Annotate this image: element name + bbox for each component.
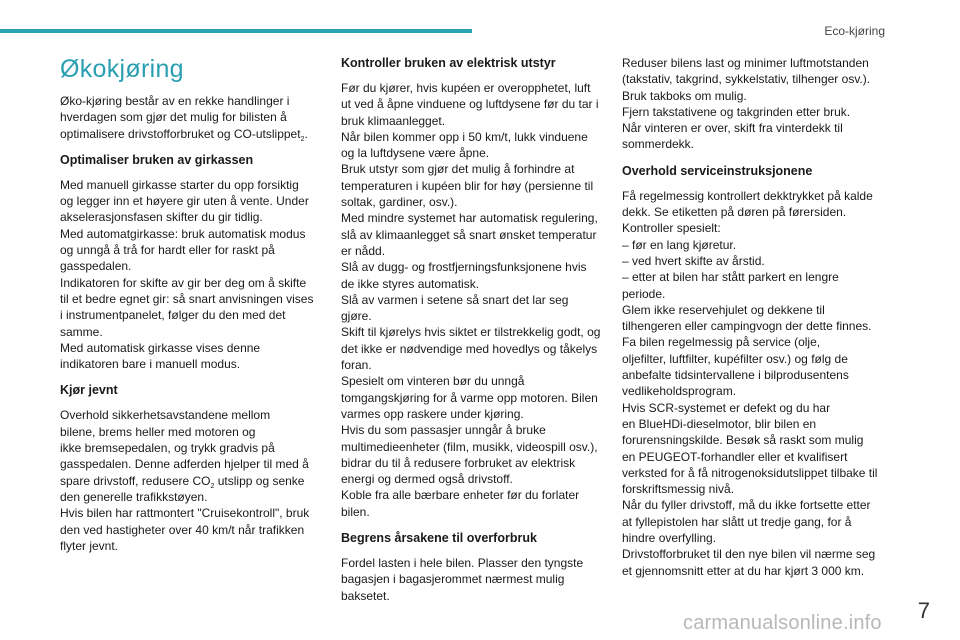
- header-accent-bar: [0, 29, 472, 33]
- section-header: Eco-kjøring: [824, 24, 885, 38]
- heading-electrical: Kontroller bruken av elektrisk utstyr: [341, 56, 556, 70]
- paragraph-electrical: Før du kjører, hvis kupéen er overopphetet, luft ut ved å åpne vinduene og luftdysene før du tar i bruk klimaanlegget. Når bilen kommer opp i 50 km/t, lukk vinduene og la luftdysene være åpne. Bruk utstyr som gjør det mulig å forhindre at temperaturen i kupéen blir for høy (persienne til soltak, gardiner, osv.). Med mindre systemet har automatisk regulering, slå av klimaanlegget så snart ønsket temperatur er nådd. Slå av dugg- og frostfjerningsfunksjonene hvis de ikke styres automatisk. Slå av varmen i setene så snart det lar seg gjøre. Skift til kjørelys hvis siktet er tilstrekkelig godt, og det ikke er nødvendige med hovedlys og tåkelys foran. Spesielt om vinteren bør du unngå tomgangskjøring for å varme opp motoren. Bilen varmes opp raskere under kjøring. Hvis du som passasjer unngår å bruke multimedieenheter (film, musikk, videospill osv.), bidrar du til å redusere forbruket av elektrisk energi og dermed også drivstoff. Koble fra alle bærbare enheter før du forlater bilen.: [341, 81, 601, 519]
- column-left: [60, 55, 322, 554]
- column-middle: [341, 55, 606, 604]
- subscript-2: 2: [210, 482, 215, 490]
- paragraph-gearbox: Med manuell girkasse starter du opp forsiktig og legger inn et høyere gir uten å vente. Under akselerasjonsfasen skifter du gir tidlig. Med automatgirkasse: bruk automatisk modus og unngå å trå for hardt eller for raskt på gasspedalen. Indikatoren for skifte av gir ber deg om å skifte til et bedre egnet gir: så snart anvisningen vises i instrumentpanelet, følger du den med det samme. Med automatisk girkasse vises denne indikatoren bare i manuell modus.: [60, 177, 314, 372]
- intro-text-end: .: [304, 126, 308, 141]
- paragraph-load: Reduser bilens last og minimer luftmotstanden (takstativ, takgrind, sykkelstativ, tilhenger osv.). Bruk takboks om mulig. Fjern takstativene og takgrinden etter bruk. Når vinteren er over, skift fra vinterdekk til sommerdekk.: [622, 56, 871, 152]
- column-right: [622, 55, 887, 579]
- heading-overconsumption: Begrens årsakene til overforbruk: [341, 531, 537, 546]
- watermark: carmanualsonline.info: [683, 612, 882, 634]
- paragraph-service: Få regelmessig kontrollert dekktrykket på kalde dekk. Se etiketten på døren på førersiden. Kontroller spesielt: – før en lang kjøretur. – ved hvert skifte av årstid. – etter at bilen har stått parkert en lengre periode. Glem ikke reservehjulet og dekkene til tilhengeren eller campingvogn der dette finnes. Fa bilen regelmessig på service (olje, oljefilter, luftfilter, kupéfilter osv.) og følg de anbefalte tidsintervallene i bilprodusentens vedlikeholdsprogram. Hvis SCR-systemet er defekt og du har en BlueHDi-dieselmotor, blir bilen en forurensningskilde. Besøk så raskt som mulig en PEUGEOT-forhandler eller et kvalifisert verksted for å få nitrogenoksidutslippet tilbake til forskriftsmessig nivå. Når du fyller drivstoff, må du ikke fortsette etter at fyllepistolen har slått ut tredje gang, for å hindre overfylling. Drivstofforbruket til den nye bilen vil nærme seg et gjennomsnitt etter at du har kjørt 3 000 km.: [622, 188, 878, 578]
- paragraph-drive-smooth: [60, 407, 322, 554]
- drive-smooth-text: Overhold sikkerhetsavstandene mellom bilene, brems heller med motoren og ikke bremsepedalen, og trykk gradvis på gasspedalen. Denne adferden hjelper til med å spare drivstoff, redusere CO: [60, 408, 309, 488]
- drive-smooth-text-end: utslipp og senke den generelle trafikkstøyen. Hvis bilen har rattmontert "Cruisekontroll", bruk den ved hastigheter over 40 km/t når trafikken flyter jevnt.: [60, 473, 310, 553]
- subscript-2: 2: [300, 135, 305, 143]
- page-title: Økokjøring: [60, 55, 184, 83]
- heading-service: Overhold serviceinstruksjonene: [622, 163, 813, 178]
- page-number: 7: [917, 598, 930, 623]
- paragraph-overconsumption: Fordel lasten i hele bilen. Plasser den tyngste bagasjen i bagasjerommet nærmest mulig baksetet.: [341, 556, 584, 603]
- heading-drive-smooth: Kjør jevnt: [60, 383, 118, 398]
- intro-text: Øko-kjøring består av en rekke handlinger i hverdagen som gjør det mulig for bilisten å optimalisere drivstofforbruket og CO-utslippet: [60, 94, 301, 141]
- heading-gearbox: Optimaliser bruken av girkassen: [60, 152, 254, 167]
- intro-paragraph: [60, 93, 322, 142]
